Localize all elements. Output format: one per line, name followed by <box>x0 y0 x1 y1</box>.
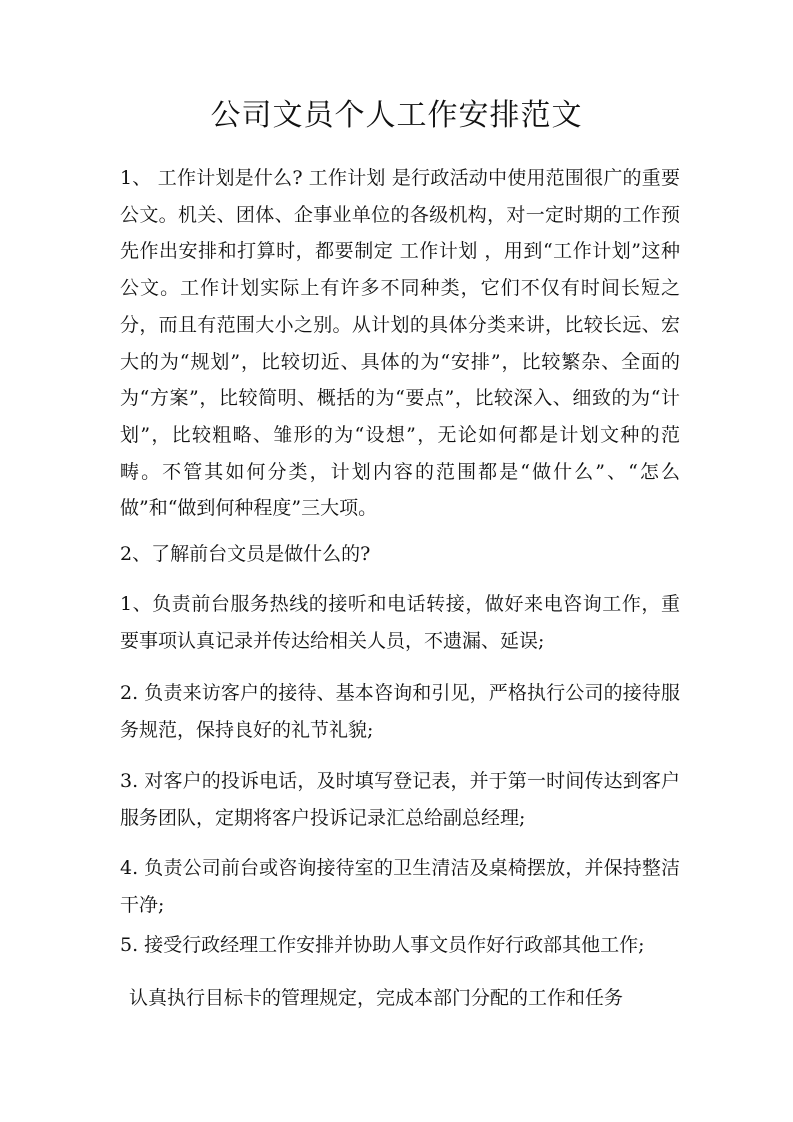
paragraph-closing-note: 认真执行目标卡的管理规定，完成本部门分配的工作和任务 <box>129 987 624 1009</box>
paragraph-section-heading: 2、了解前台文员是做什么的? <box>120 543 371 565</box>
paragraph-work-plan-definition: 1、 工作计划是什么? 工作计划 是行政活动中使用范围很广的重要公文。机关、团体、企事业单位的各级机构，对一定时期的工作预先作出安排和打算时，都要制定 工作计划 ，用到“工作计划”这种公文。工作计划实际上有许多不同种类，它们不仅有时间长短之分，而且有范围大小之别。从计划的具体分类来讲，比较长远、宏大的为“规划”，比较切近、具体的为“安排”，比较繁杂、全面的为“方案”，比较简明、概括的为“要点”，比较深入、细致的为“计划”，比较粗略、雏形的为“设想”，无论如何都是计划文种的范畴。不管其如何分类，计划内容的范围都是“做什么”、“怎么做”和“做到何种程度”三大项。 <box>120 167 680 520</box>
paragraph-duty-1: 1、负责前台服务热线的接听和电话转接，做好来电咨询工作，重要事项认真记录并传达给相关人员，不遗漏、延误; <box>120 593 680 652</box>
paragraph-duty-5: 5. 接受行政经理工作安排并协助人事文员作好行政部其他工作; <box>120 934 645 956</box>
paragraph-duty-4: 4. 负责公司前台或咨询接待室的卫生清洁及桌椅摆放，并保持整洁干净; <box>120 857 680 916</box>
paragraph-duty-2: 2. 负责来访客户的接待、基本咨询和引见，严格执行公司的接待服务规范，保持良好的礼节礼貌; <box>120 682 680 741</box>
paragraph-duty-3: 3. 对客户的投诉电话，及时填写登记表，并于第一时间传达到客户服务团队，定期将客户投诉记录汇总给副总经理; <box>120 770 680 829</box>
document-title: 公司文员个人工作安排范文 <box>210 98 583 133</box>
